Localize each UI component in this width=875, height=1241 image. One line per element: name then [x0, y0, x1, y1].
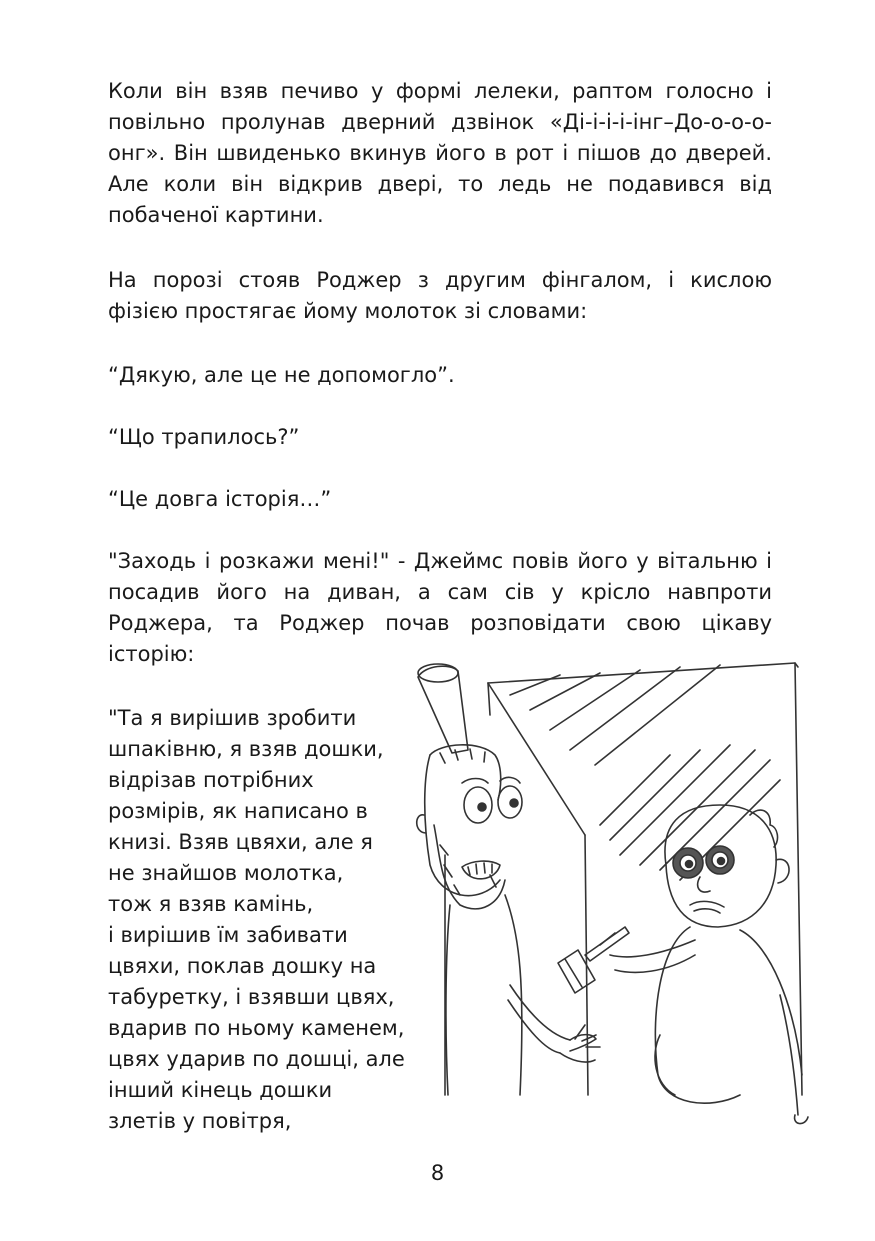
- story-line: вдарив по ньому каменем,: [108, 1016, 405, 1040]
- dialogue-line-what-happened: “Що трапилось?”: [108, 425, 300, 449]
- doorway-frame: [445, 663, 802, 1095]
- story-line: і вирішив їм забивати: [108, 923, 348, 947]
- sketch-illustration: [410, 655, 810, 1140]
- story-line: цвяхи, поклав дошку на: [108, 954, 377, 978]
- story-line: цвях ударив по дошці, але: [108, 1047, 405, 1071]
- hammer: [558, 927, 629, 993]
- paragraph-roger-at-door: На порозі стояв Роджер з другим фінгалом, і кислою фізією простягає йому молоток зі словами:: [108, 268, 772, 323]
- story-line: книзі. Взяв цвяхи, але я: [108, 830, 373, 854]
- story-line: розмірів, як написано в: [108, 799, 368, 823]
- story-line: не знайшов молотка,: [108, 861, 344, 885]
- story-line: табуретку, і взявши цвях,: [108, 985, 395, 1009]
- story-line: злетів у повітря,: [108, 1109, 292, 1133]
- mouth: [462, 861, 500, 879]
- paragraph-doorbell: Коли він взяв печиво у формі лелеки, раптом голосно і повільно пролунав дверний дзвінок «Ді-і-і-і-інг–До-о-о-о-онг». Він швиденько вкинув його в рот і пішов до дверей. Але коли він відкрив двері, то ледь не подавився від побаченої картини.: [108, 79, 772, 227]
- dialogue-line-long-story: “Це довга історія…”: [108, 487, 332, 511]
- story-line: тож я взяв камінь,: [108, 892, 314, 916]
- story-text-block: [108, 703, 448, 1137]
- story-line: інший кінець дошки: [108, 1078, 333, 1102]
- paragraph-come-in: "Заходь і розкажи мені!" - Джеймс повів його у вітальню і посадив його на диван, а сам сів у крісло навпроти Роджера, та Роджер почав розповідати свою цікаву історію:: [108, 549, 772, 666]
- story-line: "Та я вирішив зробити: [108, 706, 357, 730]
- james-character: [610, 805, 808, 1124]
- dialogue-line-thanks: “Дякую, але це не допомогло”.: [108, 363, 455, 387]
- page-number: 8: [430, 1161, 445, 1185]
- story-line: шпаківню, я взяв дошки,: [108, 737, 384, 761]
- story-line: відрізав потрібних: [108, 768, 314, 792]
